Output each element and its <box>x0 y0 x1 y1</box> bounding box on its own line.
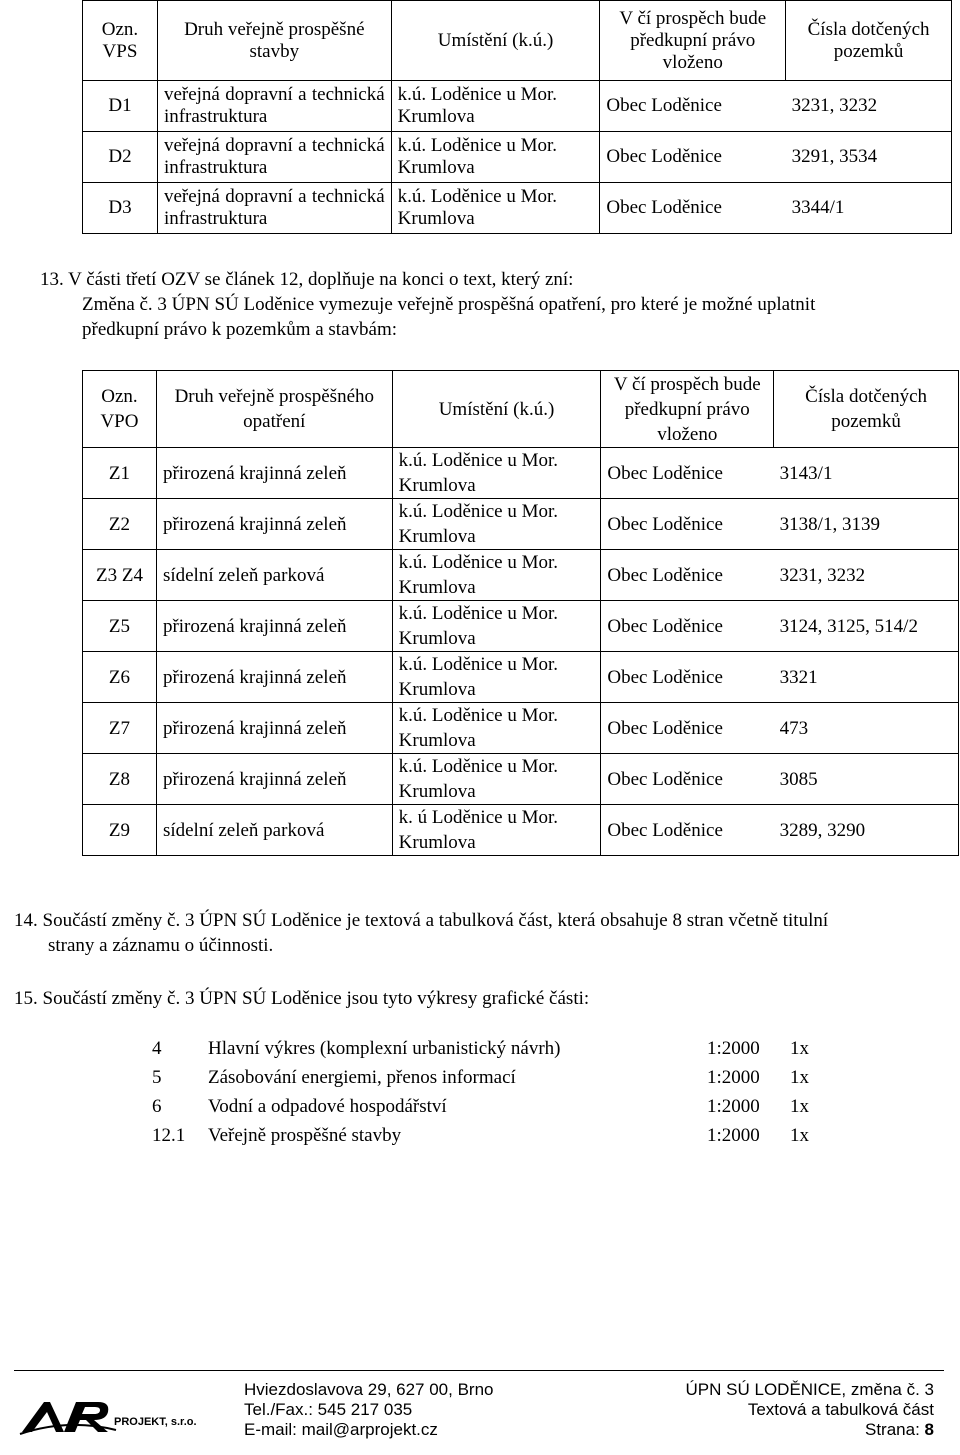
vps-header-umisteni: Umístění (k.ú.) <box>391 1 600 81</box>
footer-email: E-mail: mail@arprojekt.cz <box>244 1420 438 1439</box>
drawing-name: Vodní a odpadové hospodářství <box>208 1096 447 1117</box>
vpo-cell-prospech: Obec Loděnice <box>601 448 774 499</box>
vps-cell-pozemky: 3291, 3534 <box>786 132 952 183</box>
vpo-cell-druh: přirozená krajinná zeleň <box>156 499 392 550</box>
item-13-heading: 13. V části třetí OZV se článek 12, doplňuje na konci o text, který zní: <box>40 269 574 290</box>
vps-cell-umisteni: k.ú. Loděnice u Mor. Krumlova <box>391 132 600 183</box>
drawing-count: 1x <box>790 1125 809 1146</box>
vpo-header-row <box>83 371 959 448</box>
vpo-cell-prospech: Obec Loděnice <box>601 499 774 550</box>
vpo-header-prospech: V čí prospěch bude předkupní právo vloženo <box>601 371 774 448</box>
footer-page-number: 8 <box>924 1420 934 1439</box>
vpo-cell-umisteni: k.ú. Loděnice u Mor. Krumlova <box>392 448 601 499</box>
vpo-cell-id: Z7 <box>83 703 157 754</box>
vpo-row <box>83 805 959 856</box>
vps-cell-umisteni: k.ú. Loděnice u Mor. Krumlova <box>391 81 600 132</box>
footer-page <box>686 1420 934 1440</box>
item-13 <box>40 267 955 342</box>
vps-table <box>82 0 952 234</box>
drawings-list <box>0 1034 960 1150</box>
vpo-cell-prospech: Obec Loděnice <box>601 550 774 601</box>
item-13-text-line: Změna č. 3 ÚPN SÚ Loděnice vymezuje veřejně prospěšná opatření, pro které je možné uplatnit <box>82 294 816 315</box>
vpo-cell-druh: přirozená krajinná zeleň <box>156 448 392 499</box>
drawing-name: Hlavní výkres (komplexní urbanistický návrh) <box>208 1038 561 1059</box>
drawing-name: Zásobování energiemi, přenos informací <box>208 1067 516 1088</box>
footer-address: Hviezdoslavova 29, 627 00, Brno <box>244 1380 494 1399</box>
company-logo <box>18 1398 228 1438</box>
vpo-cell-druh: sídelní zeleň parková <box>156 550 392 601</box>
vpo-cell-druh: přirozená krajinná zeleň <box>156 601 392 652</box>
footer-phone: Tel./Fax.: 545 217 035 <box>244 1400 413 1419</box>
vps-row <box>83 81 952 132</box>
vps-row <box>83 132 952 183</box>
vpo-cell-id: Z6 <box>83 652 157 703</box>
drawing-count: 1x <box>790 1096 809 1117</box>
vpo-cell-umisteni: k.ú. Loděnice u Mor. Krumlova <box>392 550 601 601</box>
footer-doc-part: Textová a tabulková část <box>747 1400 934 1419</box>
footer-doc-title: ÚPN SÚ LODĚNICE, změna č. 3 <box>685 1380 934 1399</box>
vps-cell-id: D1 <box>83 81 158 132</box>
vpo-cell-pozemky: 3085 <box>774 754 959 805</box>
vps-cell-prospech: Obec Loděnice <box>600 132 786 183</box>
vps-cell-druh: veřejná dopravní a technická infrastruktura <box>157 81 391 132</box>
vpo-row <box>83 703 959 754</box>
vps-cell-id: D2 <box>83 132 158 183</box>
drawing-item <box>0 1063 960 1092</box>
vps-cell-id: D3 <box>83 183 158 234</box>
vpo-cell-druh: přirozená krajinná zeleň <box>156 703 392 754</box>
drawing-number: 4 <box>152 1038 162 1059</box>
vpo-header-ozn: Ozn. VPO <box>83 371 157 448</box>
drawing-scale: 1:2000 <box>707 1125 760 1146</box>
vps-cell-umisteni: k.ú. Loděnice u Mor. Krumlova <box>391 183 600 234</box>
company-name: PROJEKT, s.r.o. <box>114 1416 197 1428</box>
ar-logo-icon <box>18 1398 118 1436</box>
vpo-header-pozemky: Čísla dotčených pozemků <box>774 371 959 448</box>
vpo-cell-id: Z1 <box>83 448 157 499</box>
vpo-cell-prospech: Obec Loděnice <box>601 805 774 856</box>
vpo-cell-pozemky: 3143/1 <box>774 448 959 499</box>
vpo-cell-id: Z2 <box>83 499 157 550</box>
vpo-cell-id: Z5 <box>83 601 157 652</box>
vps-cell-druh: veřejná dopravní a technická infrastruktura <box>157 132 391 183</box>
vpo-cell-prospech: Obec Loděnice <box>601 703 774 754</box>
vpo-header-umisteni: Umístění (k.ú.) <box>392 371 601 448</box>
item-14 <box>14 908 959 958</box>
item-13-text-line: předkupní právo k pozemkům a stavbám: <box>82 319 398 340</box>
vpo-cell-pozemky: 3231, 3232 <box>774 550 959 601</box>
vpo-cell-id: Z8 <box>83 754 157 805</box>
drawing-count: 1x <box>790 1067 809 1088</box>
vps-row <box>83 183 952 234</box>
drawing-scale: 1:2000 <box>707 1096 760 1117</box>
footer-divider <box>14 1370 944 1371</box>
vpo-table <box>82 370 959 856</box>
vps-header-druh: Druh veřejně prospěšné stavby <box>157 1 391 81</box>
vpo-row <box>83 448 959 499</box>
drawing-number: 5 <box>152 1067 162 1088</box>
drawing-item <box>0 1121 960 1150</box>
vpo-cell-pozemky: 3289, 3290 <box>774 805 959 856</box>
drawing-count: 1x <box>790 1038 809 1059</box>
item-14-line: 14. Součástí změny č. 3 ÚPN SÚ Loděnice je textová a tabulková část, která obsahuje 8 stran včetně titulní <box>14 910 829 931</box>
drawing-number: 12.1 <box>152 1125 186 1146</box>
vpo-cell-pozemky: 3124, 3125, 514/2 <box>774 601 959 652</box>
vps-header-prospech: V čí prospěch bude předkupní právo vloženo <box>600 1 786 81</box>
vpo-cell-umisteni: k.ú. Loděnice u Mor. Krumlova <box>392 754 601 805</box>
vpo-cell-druh: přirozená krajinná zeleň <box>156 652 392 703</box>
vps-cell-prospech: Obec Loděnice <box>600 81 786 132</box>
vpo-cell-umisteni: k.ú. Loděnice u Mor. Krumlova <box>392 601 601 652</box>
vpo-cell-umisteni: k.ú. Loděnice u Mor. Krumlova <box>392 652 601 703</box>
item-14-line: strany a záznamu o účinnosti. <box>48 935 274 956</box>
vpo-cell-umisteni: k.ú. Loděnice u Mor. Krumlova <box>392 703 601 754</box>
vps-cell-prospech: Obec Loděnice <box>600 183 786 234</box>
vpo-cell-umisteni: k.ú. Loděnice u Mor. Krumlova <box>392 499 601 550</box>
vpo-cell-prospech: Obec Loděnice <box>601 754 774 805</box>
vps-cell-pozemky: 3231, 3232 <box>786 81 952 132</box>
vps-cell-pozemky: 3344/1 <box>786 183 952 234</box>
vpo-cell-pozemky: 3138/1, 3139 <box>774 499 959 550</box>
drawing-name: Veřejně prospěšné stavby <box>208 1125 402 1146</box>
footer-contact <box>244 1380 494 1440</box>
vpo-cell-druh: přirozená krajinná zeleň <box>156 754 392 805</box>
drawing-number: 6 <box>152 1096 162 1117</box>
vpo-row <box>83 601 959 652</box>
vpo-cell-id: Z3 Z4 <box>83 550 157 601</box>
vpo-row <box>83 652 959 703</box>
vpo-header-druh: Druh veřejně prospěšného opatření <box>156 371 392 448</box>
vpo-cell-druh: sídelní zeleň parková <box>156 805 392 856</box>
footer-page-label: Strana: <box>864 1420 925 1439</box>
drawing-item <box>0 1034 960 1063</box>
vpo-row <box>83 499 959 550</box>
vpo-cell-id: Z9 <box>83 805 157 856</box>
vpo-row <box>83 550 959 601</box>
vpo-cell-pozemky: 3321 <box>774 652 959 703</box>
vps-header-ozn: Ozn. VPS <box>83 1 158 81</box>
vpo-cell-umisteni: k. ú Loděnice u Mor. Krumlova <box>392 805 601 856</box>
footer-document-info <box>686 1380 934 1440</box>
vpo-cell-prospech: Obec Loděnice <box>601 601 774 652</box>
drawing-scale: 1:2000 <box>707 1067 760 1088</box>
drawing-scale: 1:2000 <box>707 1038 760 1059</box>
vpo-cell-prospech: Obec Loděnice <box>601 652 774 703</box>
item-15: 15. Součástí změny č. 3 ÚPN SÚ Loděnice jsou tyto výkresy grafické části: <box>14 988 590 1009</box>
vps-header-pozemky: Čísla dotčených pozemků <box>786 1 952 81</box>
vps-cell-druh: veřejná dopravní a technická infrastruktura <box>157 183 391 234</box>
vpo-cell-pozemky: 473 <box>774 703 959 754</box>
vpo-row <box>83 754 959 805</box>
vps-header-row <box>83 1 952 81</box>
drawing-item <box>0 1092 960 1121</box>
